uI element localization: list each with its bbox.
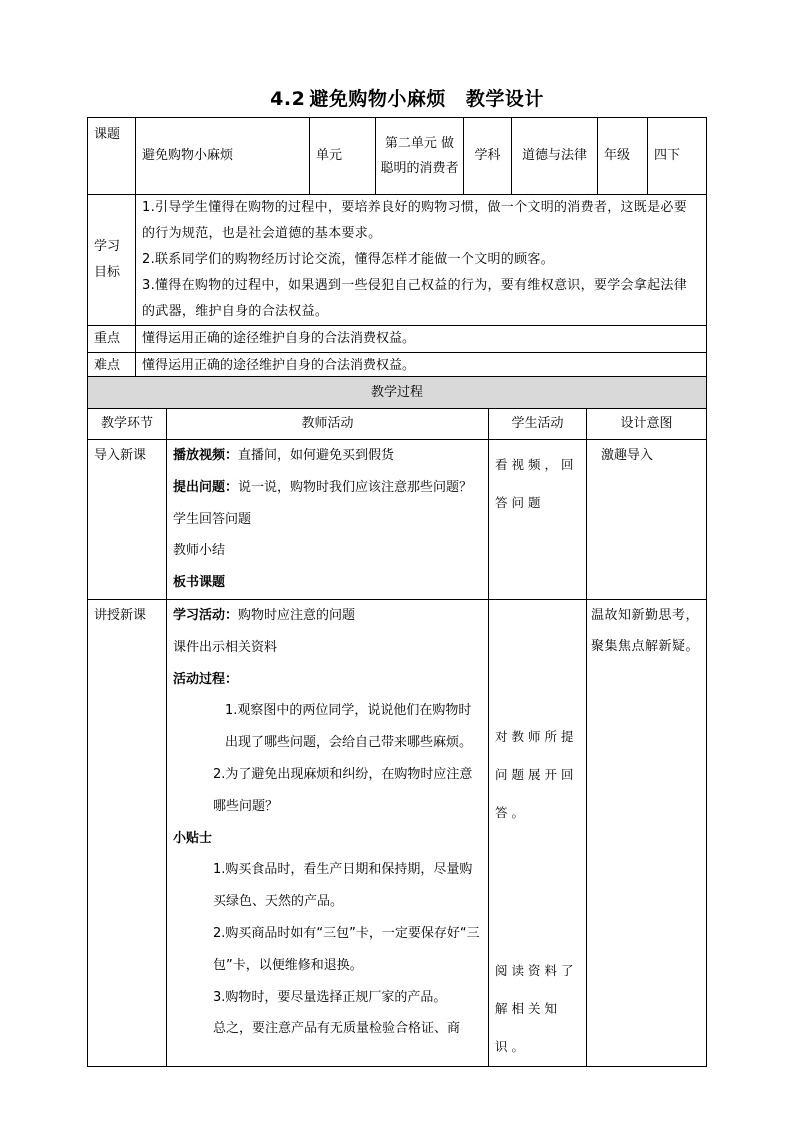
lecture-stage: 讲授新课 (88, 599, 167, 1066)
lecture-intent: 温故知新勤思考，聚集焦点解新疑。 (587, 599, 707, 1066)
column-stage: 教学环节 (88, 409, 167, 440)
question-one: 1.观察图中的两位同学，说说他们在购物时出现了哪些问题，会给自己带来哪些麻烦。 (225, 703, 473, 751)
intro-row (88, 440, 707, 600)
lecture-student-read: 阅读资料了解相关知识。 (495, 962, 578, 1054)
info-row (88, 118, 707, 195)
title-number: 4.2 (270, 88, 306, 110)
column-student: 学生活动 (489, 409, 587, 440)
subject-label: 学科 (464, 118, 512, 195)
title-suffix: 教学设计 (465, 88, 544, 110)
question-two: 2.为了避免出现麻烦和纠纷，在购物时应注意哪些问题？ (213, 766, 473, 814)
process-table (87, 376, 707, 1067)
title-name: 避免购物小麻烦 (309, 88, 446, 110)
objectives-row (88, 195, 707, 326)
topic-label: 课题 (88, 118, 136, 195)
column-teacher: 教师活动 (167, 409, 489, 440)
process-label: 活动过程： (173, 671, 239, 687)
objective-item: 1.引导学生懂得在购物的过程中，要培养良好的购物习惯，做一个文明的消费者，这既是必要的行为规范，也是社会道德的基本要求。 (142, 200, 688, 241)
intro-student (489, 440, 587, 600)
difficulty-label: 难点 (88, 353, 136, 380)
intro-stage: 导入新课 (88, 440, 167, 600)
key-point-label: 重点 (88, 326, 136, 353)
lecture-student-answer: 对教师所提问题展开回答。 (495, 728, 578, 820)
unit-label: 单元 (310, 118, 376, 195)
process-header-row (88, 377, 707, 409)
page-title (0, 84, 794, 111)
objectives-label: 学习目标 (88, 195, 136, 326)
question-label: 提出问题： (173, 479, 239, 495)
column-header-row (88, 409, 707, 440)
lecture-teacher (167, 599, 489, 1066)
key-point-row (88, 326, 707, 353)
column-intent: 设计意图 (587, 409, 707, 440)
objective-item: 3.懂得在购物的过程中，如果遇到一些侵犯自己权益的行为，要有维权意识，要学会拿起法律的武器，维护自身的合法权益。 (142, 278, 688, 319)
activity-label: 学习活动： (173, 607, 239, 623)
lecture-row (88, 599, 707, 1066)
intro-intent: 激趣导入 (587, 440, 707, 600)
topic-value: 避免购物小麻烦 (136, 118, 310, 195)
board-title: 板书课题 (173, 575, 226, 591)
video-label: 播放视频： (173, 448, 239, 463)
lecture-student (489, 599, 587, 1066)
activity-text: 购物时应注意的问题 (238, 607, 356, 623)
info-table (87, 117, 707, 380)
intro-student-text: 看视频，回答问题 (495, 457, 578, 510)
difficulty-text: 懂得运用正确的途径维护自身的合法消费权益。 (136, 353, 707, 380)
key-point-text: 懂得运用正确的途径维护自身的合法消费权益。 (136, 326, 707, 353)
intro-teacher (167, 440, 489, 600)
objective-item: 2.联系同学们的购物经历讨论交流，懂得怎样才能做一个文明的顾客。 (142, 252, 555, 267)
unit-value: 第二单元 做聪明的消费者 (376, 118, 464, 195)
subject-value: 道德与法律 (512, 118, 598, 195)
material-text: 课件出示相关资料 (173, 639, 278, 655)
tips-label: 小贴士 (173, 830, 213, 846)
intro-line: 学生回答问题 (173, 511, 252, 527)
grade-value: 四下 (648, 118, 707, 195)
process-header: 教学过程 (88, 377, 707, 409)
objectives-list (136, 195, 707, 326)
tip-item: 2.购买商品时如有“三包”卡，一定要保存好“三包”卡，以便维修和退换。 (213, 925, 480, 973)
intro-line: 教师小结 (173, 543, 226, 559)
tip-item: 1.购买食品时，看生产日期和保持期，尽量购买绿色、天然的产品。 (213, 862, 473, 910)
question-text: 说一说，购物时我们应该注意那些问题？ (238, 479, 473, 495)
video-text: 直播间，如何避免买到假货 (238, 448, 395, 463)
tip-item: 3.购物时，要尽量选择正规厂家的产品。 (213, 989, 447, 1005)
grade-label: 年级 (598, 118, 648, 195)
summary-text: 总之，要注意产品有无质量检验合格证、商 (213, 1021, 461, 1037)
